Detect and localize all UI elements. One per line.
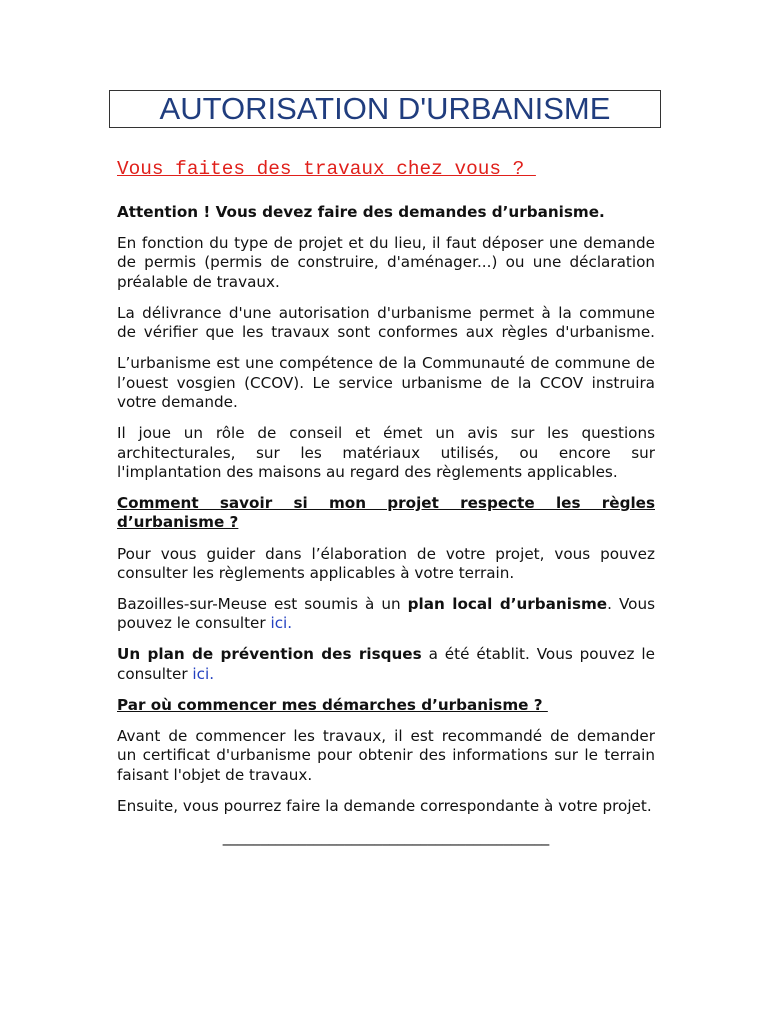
plu-text-after: . Vous <box>607 594 655 613</box>
text-line: L’urbanisme est une compétence de la Communauté de commune de <box>117 354 655 373</box>
attention-notice: Attention ! Vous devez faire des demandes d’urbanisme. <box>117 203 605 221</box>
document-body <box>117 203 655 859</box>
text-line: de vérifier que les travaux sont conformes aux règles d'urbanisme. <box>117 323 655 342</box>
separator-line: ___________________________________________ <box>222 828 550 847</box>
plu-text-before: Bazoilles-sur-Meuse est soumis à un <box>117 594 408 613</box>
text-line: l'implantation des maisons au regard des règlements applicables. <box>117 462 618 481</box>
text-line: En fonction du type de projet et du lieu, il faut déposer une demande <box>117 234 655 253</box>
paragraph-guider <box>117 545 655 584</box>
question-demarches-heading: Par où commencer mes démarches d’urbanisme ? <box>117 695 548 714</box>
text-line: d’urbanisme ? <box>117 513 239 532</box>
paragraph-ccov <box>117 354 655 412</box>
page-title: AUTORISATION D'URBANISME <box>159 91 611 126</box>
paragraph-ppr <box>117 645 655 684</box>
ppr-emphasis: Un plan de prévention des risques <box>117 645 422 664</box>
paragraph-ensuite: Ensuite, vous pourrez faire la demande correspondante à votre projet. <box>117 796 652 815</box>
section-heading: Vous faites des travaux chez vous ? <box>117 158 536 180</box>
text-line: Avant de commencer les travaux, il est recommandé de demander <box>117 727 655 746</box>
plu-consult-text: pouvez le consulter <box>117 614 271 633</box>
title-box <box>109 90 661 128</box>
text-line: votre demande. <box>117 393 238 412</box>
text-line: de permis (permis de construire, d'aménager...) ou une déclaration <box>117 253 655 272</box>
text-line: Il joue un rôle de conseil et émet un avis sur les questions <box>117 424 655 443</box>
plu-emphasis: plan local d’urbanisme <box>407 594 608 613</box>
text-line <box>117 614 655 633</box>
paragraph-plu <box>117 595 655 634</box>
text-line <box>117 665 655 684</box>
text-line: consulter les règlements applicables à votre terrain. <box>117 563 515 582</box>
question-regles-heading <box>117 494 655 533</box>
ppr-consult-text: consulter <box>117 664 193 683</box>
text-line: préalable de travaux. <box>117 272 280 291</box>
text-line: Comment savoir si mon projet respecte les règles <box>117 494 655 513</box>
text-line: La délivrance d'une autorisation d'urbanisme permet à la commune <box>117 303 655 322</box>
ppr-link[interactable]: ici. <box>192 664 215 683</box>
paragraph-permis <box>117 234 655 292</box>
paragraph-conseil <box>117 424 655 482</box>
paragraph-delivrance <box>117 304 655 343</box>
ppr-text-after: a été établit. Vous pouvez le <box>421 645 655 664</box>
text-line: l’ouest vosgien (CCOV). Le service urbanisme de la CCOV instruira <box>117 373 655 392</box>
text-line: un certificat d'urbanisme pour obtenir des informations sur le terrain <box>117 746 655 765</box>
text-line <box>117 645 655 664</box>
text-line: Pour vous guider dans l’élaboration de votre projet, vous pouvez <box>117 544 655 563</box>
text-line: faisant l'objet de travaux. <box>117 765 313 784</box>
paragraph-avant <box>117 727 655 785</box>
text-line <box>117 595 655 614</box>
text-line: architecturales, sur les matériaux utilisés, ou encore sur <box>117 443 655 462</box>
plu-link[interactable]: ici. <box>270 614 293 633</box>
